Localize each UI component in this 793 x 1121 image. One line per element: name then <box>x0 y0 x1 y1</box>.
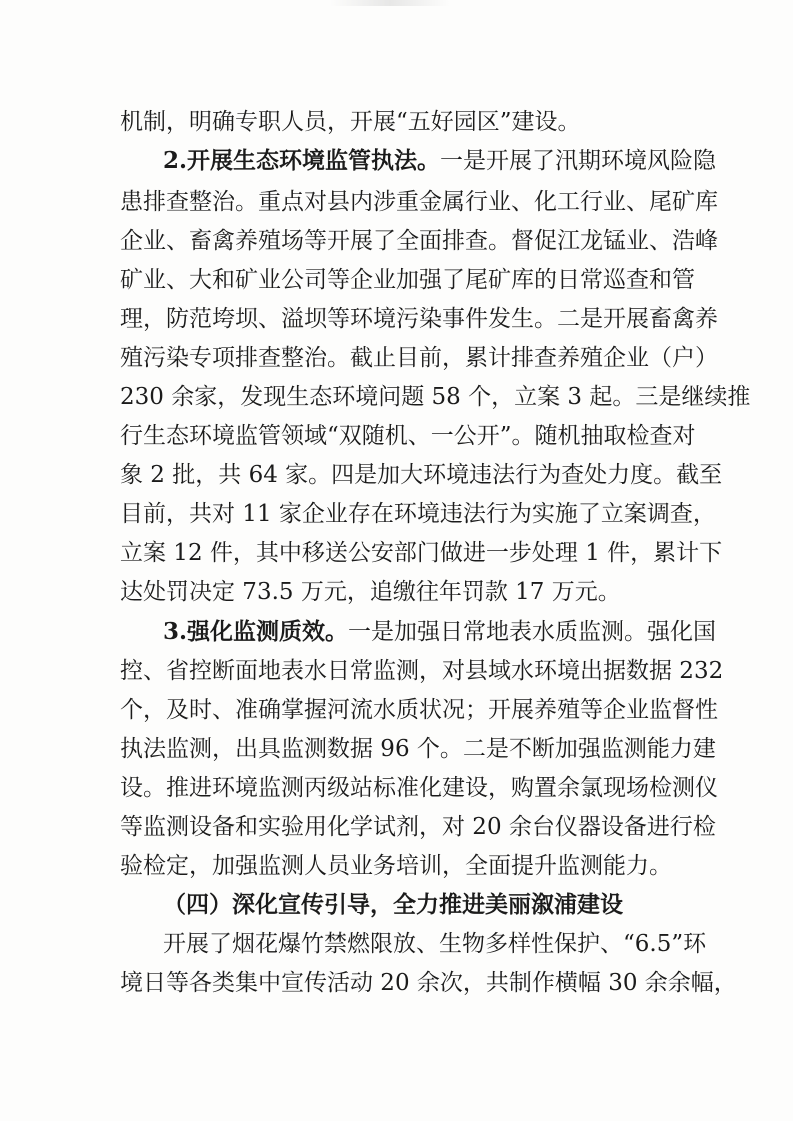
section-heading: 2.开展生态环境监管执法。 <box>163 147 441 174</box>
section-heading: 3.强化监测质效。 <box>163 618 349 645</box>
scan-artifact <box>330 0 450 6</box>
paragraph-line <box>163 922 707 966</box>
text-segment: 开展了烟花爆竹禁燃限放、生物多样性保护、“6.5”环 <box>163 931 707 957</box>
text-segment: 象 2 批，共 64 家。四是加大环境违法行为查处力度。截至 <box>120 462 723 488</box>
paragraph-line <box>120 570 675 614</box>
paragraph-line <box>120 649 724 693</box>
paragraph-line <box>120 531 723 575</box>
text-segment: 理，防范垮坝、溢坝等环境污染事件发生。二是开展畜禽养 <box>120 306 718 332</box>
section-heading-line <box>163 139 717 183</box>
text-segment: 境日等各类集中宣传活动 20 余次，共制作横幅 30 余余幅， <box>120 970 737 996</box>
paragraph-line <box>120 492 716 536</box>
paragraph-line <box>120 375 751 419</box>
paragraph-line <box>120 766 718 810</box>
paragraph-line <box>120 414 696 458</box>
text-segment: 一是加强日常地表水质监测。强化国 <box>348 619 717 645</box>
paragraph-line <box>120 844 675 888</box>
text-segment: 一是开展了汛期环境风险隐 <box>440 148 717 174</box>
section-heading-line <box>163 610 717 654</box>
text-segment: 验检定，加强监测人员业务培训，全面提升监测能力。 <box>120 853 672 879</box>
text-segment: 等监测设备和实验用化学试剂，对 20 余台仪器设备进行检 <box>120 814 716 840</box>
paragraph-line <box>120 258 695 302</box>
text-segment: 立案 12 件，其中移送公安部门做进一步处理 1 件，累计下 <box>120 540 723 566</box>
text-segment: 矿业、大和矿业公司等企业加强了尾矿库的日常巡查和管 <box>120 267 695 293</box>
text-segment: 个，及时、准确掌握河流水质状况；开展养殖等企业监督性 <box>120 697 718 723</box>
chapter-heading: （四）深化宣传引导，全力推进美丽溆浦建设 <box>163 891 623 918</box>
text-segment: 达处罚决定 73.5 万元，追缴往年罚款 17 万元。 <box>120 579 621 605</box>
paragraph-line <box>120 297 718 341</box>
paragraph-line <box>120 336 718 380</box>
text-segment: 设。推进环境监测丙级站标准化建设，购置余氯现场检测仪 <box>120 775 718 801</box>
text-segment: 企业、畜禽养殖场等开展了全面排查。督促江龙锰业、浩峰 <box>120 228 718 254</box>
text-segment: 目前，共对 11 家企业存在环境违法行为实施了立案调查， <box>120 501 716 527</box>
paragraph-line <box>120 100 675 144</box>
text-segment: 行生态环境监管领域“双随机、一公开”。随机抽取检查对 <box>120 423 696 449</box>
paragraph-line <box>120 805 716 849</box>
paragraph-line <box>120 219 718 263</box>
paragraph-line <box>120 180 718 224</box>
chapter-heading-line <box>163 883 675 927</box>
text-segment: 执法监测，出具监测数据 96 个。二是不断加强监测能力建 <box>120 736 716 762</box>
paragraph-line <box>120 961 737 1005</box>
text-segment: 230 余家，发现生态环境问题 58 个，立案 3 起。三是继续推 <box>120 384 751 410</box>
text-segment: 殖污染专项排查整治。截止目前，累计排查养殖企业（户） <box>120 345 718 371</box>
paragraph-line <box>120 727 716 771</box>
text-segment: 控、省控断面地表水日常监测，对县域水环境出据数据 232 <box>120 658 724 684</box>
paragraph-line <box>120 453 723 497</box>
text-segment: 机制，明确专职人员，开展“五好园区”建设。 <box>120 109 581 135</box>
paragraph-line <box>120 688 718 732</box>
text-segment: 患排查整治。重点对县内涉重金属行业、化工行业、尾矿库 <box>120 189 718 215</box>
